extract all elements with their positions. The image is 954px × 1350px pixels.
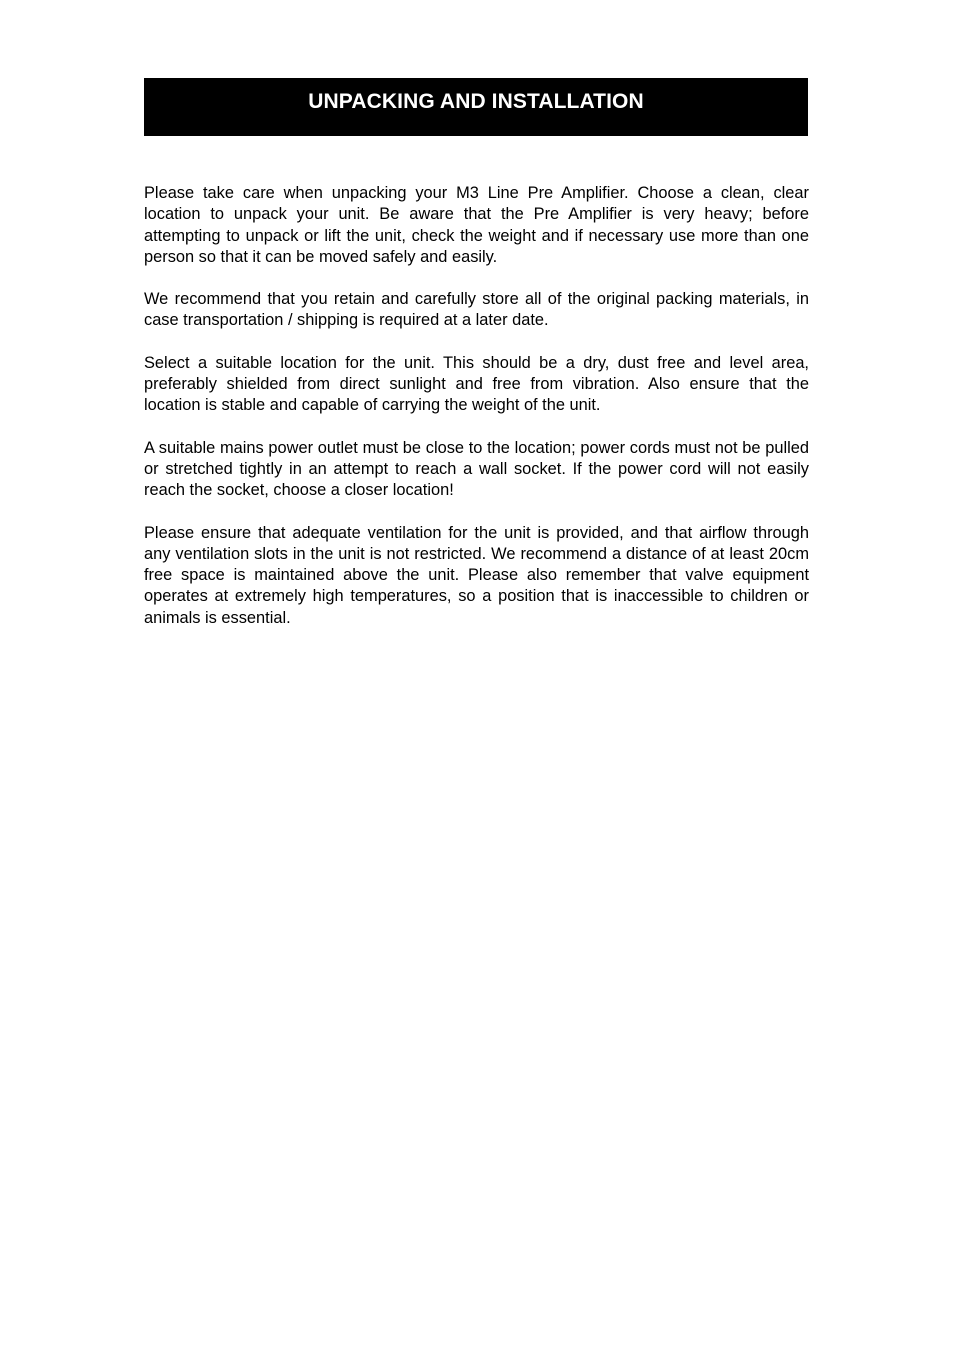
paragraph-location: Select a suitable location for the unit. This should be a dry, dust free and level area, preferably shielded from direct sunlight and free from vibration. Also ensure that the location is stable and capable of carrying the weight of the unit. (144, 353, 809, 415)
section-title-bar (144, 78, 808, 136)
paragraph-packing-materials: We recommend that you retain and carefully store all of the original packing materials, in case transportation / shipping is required at a later date. (144, 290, 809, 330)
body-text (144, 183, 809, 650)
paragraph-power-outlet: A suitable mains power outlet must be close to the location; power cords must not be pulled or stretched tightly in an attempt to reach a wall socket. If the power cord will not easily reach the socket, choose a closer location! (144, 438, 809, 500)
paragraph-ventilation: Please ensure that adequate ventilation for the unit is provided, and that airflow through any ventilation slots in the unit is not restricted. We recommend a distance of at least 20cm free space is maintained above the unit. Please also remember that valve equipment operates at extremely high temperatures, so a position that is inaccessible to children or animals is essential. (144, 523, 809, 627)
section-title: UNPACKING AND INSTALLATION (308, 90, 644, 113)
paragraph-unpacking: Please take care when unpacking your M3 Line Pre Amplifier. Choose a clean, clear location to unpack your unit. Be aware that the Pre Amplifier is very heavy; before attempting to unpack or lift the unit, check the weight and if necessary use more than one person so that it can be moved safely and easily. (144, 184, 809, 266)
